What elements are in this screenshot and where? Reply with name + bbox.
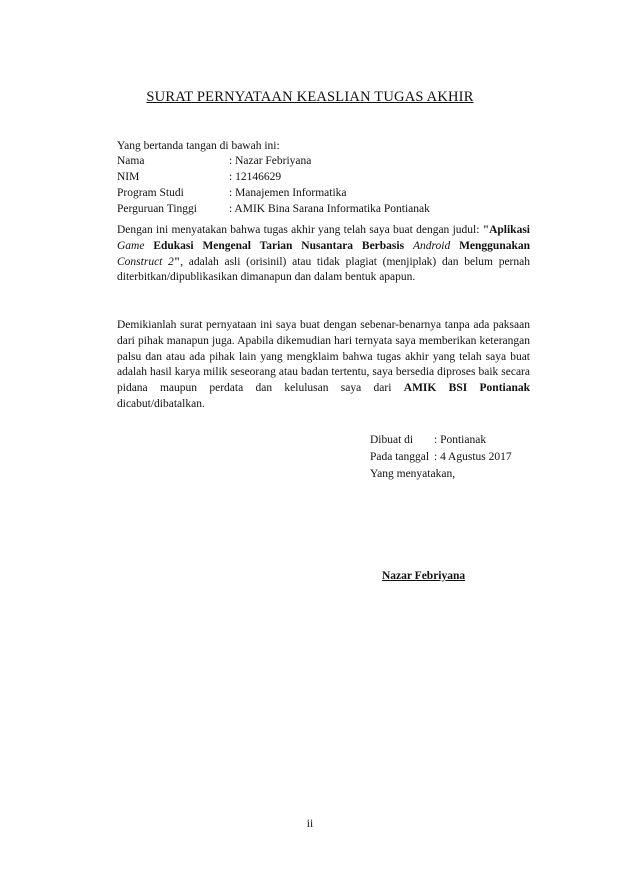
identity-row-nim xyxy=(117,169,430,185)
document-title: SURAT PERNYATAAN KEASLIAN TUGAS AKHIR xyxy=(146,89,474,105)
identity-table xyxy=(117,153,430,217)
thesis-title-android: Android xyxy=(412,239,451,252)
signature-date-value: : 4 Agustus 2017 xyxy=(434,451,512,463)
institution-name: AMIK BSI Pontianak xyxy=(403,382,531,395)
thesis-title-construct: Construct 2 xyxy=(117,255,174,268)
signer-name: Nazar Febriyana xyxy=(382,570,466,582)
signature-date-label: Pada tanggal xyxy=(370,451,430,463)
identity-value: : AMIK Bina Sarana Informatika Pontianak xyxy=(229,203,430,215)
signature-closing: Yang menyatakan, xyxy=(370,468,456,480)
identity-row-program xyxy=(117,185,430,201)
identity-value: : 12146629 xyxy=(229,171,282,183)
declaration-paragraph xyxy=(117,318,530,413)
identity-row-institution xyxy=(117,201,430,217)
identity-value: : Nazar Febriyana xyxy=(229,155,312,167)
thesis-title-close: " xyxy=(173,255,181,268)
page-number: ii xyxy=(306,818,314,830)
identity-label: Program Studi xyxy=(117,187,184,199)
signature-block xyxy=(370,432,512,483)
declaration-lead: Demikianlah surat pernyataan ini saya buat dengan sebenar-benarnya tanpa ada paksaan dari pihak manapun juga. Apabila dikemudian hari ternyata saya memberikan keterangan palsu dan atau ada pihak lain yang mengklaim bahwa tugas akhir yang telah saya buat adalah hasil karya milik seseorang atau badan tertentu, saya bersedia diproses baik secara pidana maupun perdata dan kelulusan saya dari xyxy=(117,319,530,395)
thesis-title-mid: Edukasi Mengenal Tarian Nusantara Berbasis xyxy=(144,239,413,252)
identity-label: NIM xyxy=(117,171,140,183)
statement-lead: Dengan ini menyatakan bahwa tugas akhir yang telah saya buat dengan judul: xyxy=(117,224,483,236)
signature-place-value: : Pontianak xyxy=(434,434,487,446)
identity-label: Nama xyxy=(117,155,145,167)
statement-paragraph xyxy=(117,223,530,286)
intro-line: Yang bertanda tangan di bawah ini: xyxy=(117,140,280,152)
signature-date-row xyxy=(370,449,512,466)
signature-place-label: Dibuat di xyxy=(370,434,414,446)
identity-row-name xyxy=(117,153,430,169)
thesis-title-using: Menggunakan xyxy=(450,239,531,252)
identity-value: : Manajemen Informatika xyxy=(229,187,347,199)
signature-place-row xyxy=(370,432,512,449)
statement-tail: , adalah asli (orisinil) atau tidak plagiat (menjiplak) dan belum pernah diterbitkan/dipublikasikan dimanapun dan dalam bentuk apapun. xyxy=(117,255,530,284)
thesis-title-game: Game xyxy=(117,239,145,252)
thesis-title-open: "Aplikasi xyxy=(482,224,530,236)
identity-label: Perguruan Tinggi xyxy=(117,203,197,215)
declaration-tail: dicabut/dibatalkan. xyxy=(117,397,205,410)
